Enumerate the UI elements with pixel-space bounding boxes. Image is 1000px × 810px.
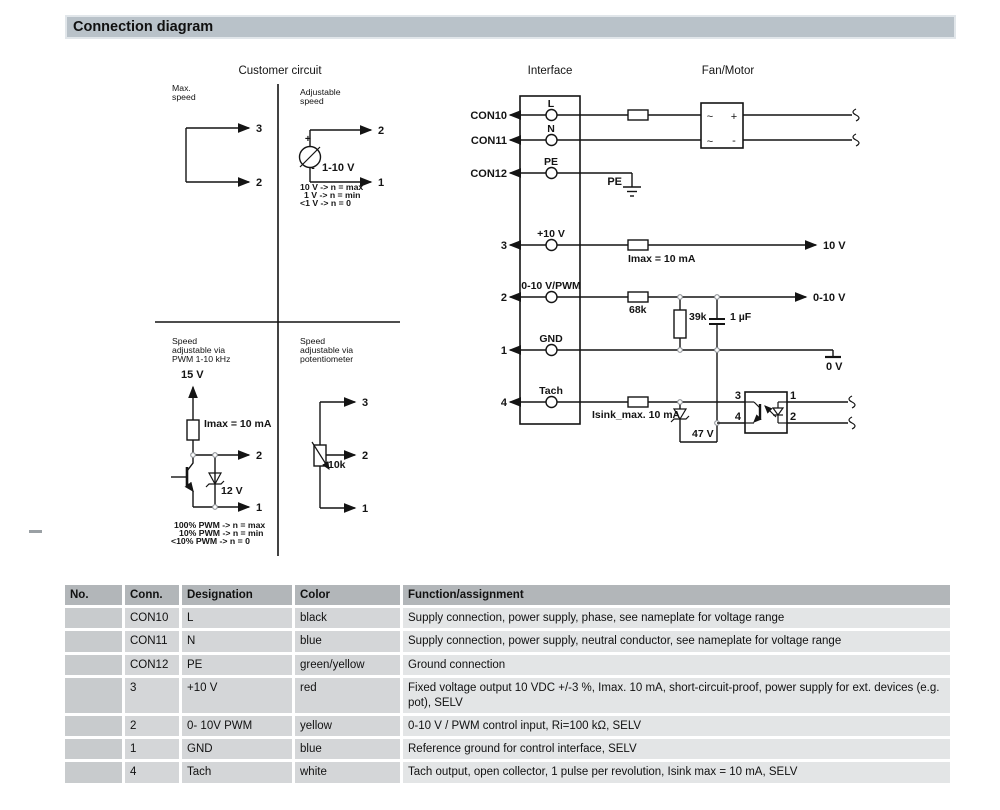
table-cell-designation: GND: [182, 739, 292, 759]
col-header-no: No.: [65, 585, 122, 605]
terminal-name: L: [547, 98, 555, 110]
junction-dot: [678, 348, 683, 353]
wire-end-squiggle: [849, 417, 855, 429]
table-cell-color: white: [295, 762, 400, 782]
table-cell-color: blue: [295, 739, 400, 759]
table-cell-conn: 2: [125, 716, 179, 736]
table-cell-conn: 3: [125, 678, 179, 713]
table-cell-designation: 0- 10V PWM: [182, 716, 292, 736]
plus-sign: +: [304, 133, 312, 145]
col-header-function: Function/assignment: [403, 585, 950, 605]
terminal-name: Tach: [539, 385, 563, 397]
junction-dot: [213, 453, 218, 458]
conn-label: CON11: [470, 135, 507, 147]
isink-label: Isink_max. 10 mA: [592, 409, 681, 421]
interface-title: Interface: [527, 65, 573, 77]
capacitor-label: 1 µF: [730, 311, 752, 323]
table-cell-function: Reference ground for control interface, SELV: [403, 739, 950, 759]
table-cell-conn: 1: [125, 739, 179, 759]
source-value-label: 1-10 V: [322, 162, 355, 174]
table-cell-no: [65, 655, 122, 675]
table-cell-no: [65, 678, 122, 713]
output-10v-label: 10 V: [823, 240, 846, 252]
pin-label: 1: [378, 177, 385, 189]
opto-pin-label: 1: [790, 390, 797, 402]
table-cell-color: green/yellow: [295, 655, 400, 675]
table-cell-conn: 4: [125, 762, 179, 782]
terminal-circle: [546, 397, 557, 408]
pwm-caption: Speed: [172, 336, 198, 346]
col-header-color: Color: [295, 585, 400, 605]
terminal-circle: [546, 240, 557, 251]
table-cell-color: blue: [295, 631, 400, 651]
imax-label: Imax = 10 mA: [204, 418, 272, 430]
customer-circuit-title: Customer circuit: [238, 65, 322, 77]
note-line: <1 V -> n = 0: [300, 198, 351, 208]
opto-pin-label: 3: [734, 390, 741, 402]
resistor-39k-label: 39k: [689, 311, 707, 323]
table-cell-conn: CON10: [125, 608, 179, 628]
note-line: 100% PWM -> n = max: [174, 520, 266, 530]
table-cell-function: Supply connection, power supply, neutral conductor, see nameplate for voltage range: [403, 631, 950, 651]
conn-label: 1: [500, 345, 507, 357]
table-cell-designation: +10 V: [182, 678, 292, 713]
output-0-10v-label: 0-10 V: [813, 292, 846, 304]
pin-label: 3: [256, 123, 263, 135]
note-line: <10% PWM -> n = 0: [171, 536, 250, 546]
table-cell-function: Ground connection: [403, 655, 950, 675]
conn-label: CON10: [470, 110, 507, 122]
max-speed-caption: speed: [172, 92, 196, 102]
table-cell-no: [65, 739, 122, 759]
wire-end-squiggle: [853, 134, 859, 146]
imax-label: Imax = 10 mA: [628, 253, 696, 265]
table-cell-color: yellow: [295, 716, 400, 736]
terminal-name: PE: [543, 156, 559, 168]
table-cell-no: [65, 608, 122, 628]
ac-symbol: ~: [706, 136, 714, 148]
table-cell-no: [65, 631, 122, 651]
col-header-conn: Conn.: [125, 585, 179, 605]
terminal-name: 0-10 V/PWM: [521, 280, 581, 292]
resistor-symbol: [628, 292, 648, 302]
resistor-symbol: [628, 240, 648, 250]
pwm-caption: adjustable via: [172, 345, 226, 355]
terminal-circle: [546, 292, 557, 303]
note-line: 10% PWM -> n = min: [179, 528, 264, 538]
junction-dot: [715, 348, 720, 353]
pin-label: 2: [378, 125, 385, 137]
terminal-circle: [546, 135, 557, 146]
conn-label: 3: [500, 240, 507, 252]
table-cell-designation: L: [182, 608, 292, 628]
adjustable-speed-circuit: [300, 87, 385, 208]
table-cell-color: red: [295, 678, 400, 713]
ac-symbol: ~: [706, 111, 714, 123]
resistor-symbol: [628, 397, 648, 407]
pe-label: PE: [607, 176, 622, 188]
minus-sign: -: [311, 162, 315, 174]
interface-circuit: [470, 65, 859, 442]
pin-label: 2: [256, 450, 263, 462]
plus-sign: +: [730, 111, 738, 123]
page-title: Connection diagram: [73, 19, 214, 35]
connection-table: [65, 585, 950, 783]
table-cell-function: Fixed voltage output 10 VDC +/-3 %, Imax. 10 mA, short-circuit-proof, power supply for ext. devices (e.g. pot), SELV: [403, 678, 950, 713]
table-cell-color: black: [295, 608, 400, 628]
note-line: 1 V -> n = min: [304, 190, 361, 200]
col-header-designation: Designation: [182, 585, 292, 605]
zero-volt-label: 0 V: [826, 361, 843, 373]
zener-voltage-label: 12 V: [221, 485, 243, 497]
resistor-39k-symbol: [674, 310, 686, 338]
pot-caption: Speed: [300, 336, 326, 346]
table-cell-no: [65, 716, 122, 736]
junction-dot: [715, 295, 720, 300]
table-cell-conn: CON12: [125, 655, 179, 675]
table-cell-no: [65, 762, 122, 782]
table-cell-function: Supply connection, power supply, phase, see nameplate for voltage range: [403, 608, 950, 628]
wire-end-squiggle: [853, 109, 859, 121]
pin-label: 1: [362, 503, 369, 515]
opto-led-symbol: [773, 408, 783, 415]
minus-sign: -: [732, 135, 736, 147]
terminal-circle: [546, 110, 557, 121]
table-cell-function: 0-10 V / PWM control input, Ri=100 kΩ, SELV: [403, 716, 950, 736]
potentiometer-circuit: [300, 336, 368, 515]
table-cell-designation: Tach: [182, 762, 292, 782]
conn-label: 2: [500, 292, 507, 304]
terminal-circle: [546, 168, 557, 179]
pot-caption: adjustable via: [300, 345, 354, 355]
table-cell-designation: N: [182, 631, 292, 651]
junction-dot: [678, 295, 683, 300]
customer-circuit: [155, 65, 400, 556]
terminal-name: N: [547, 123, 555, 135]
pwm-caption: PWM 1-10 kHz: [172, 354, 231, 364]
adjustable-speed-caption: Adjustable: [300, 87, 341, 97]
note-line: 10 V -> n = max: [300, 182, 364, 192]
pin-label: 2: [256, 177, 263, 189]
pot-caption: potentiometer: [300, 354, 354, 364]
resistor-symbol: [187, 420, 199, 440]
zener-47v-label: 47 V: [692, 428, 714, 440]
pwm-circuit: [171, 336, 272, 546]
table-cell-designation: PE: [182, 655, 292, 675]
opto-pin-label: 2: [790, 411, 797, 423]
optocoupler-box: [745, 392, 787, 433]
pin-label: 1: [256, 502, 263, 514]
resistor-68k-label: 68k: [629, 304, 647, 316]
fan-motor-title: Fan/Motor: [701, 65, 755, 77]
terminal-name: +10 V: [537, 228, 565, 240]
fuse-symbol: [628, 110, 648, 120]
table-cell-conn: CON11: [125, 631, 179, 651]
terminal-name: GND: [539, 333, 563, 345]
table-cell-function: Tach output, open collector, 1 pulse per revolution, Isink max = 10 mA, SELV: [403, 762, 950, 782]
adjustable-speed-caption: speed: [300, 96, 324, 106]
max-speed-caption: Max.: [172, 83, 191, 93]
max-speed-circuit: [172, 83, 262, 189]
junction-dot: [191, 453, 196, 458]
opto-pin-label: 4: [734, 411, 741, 423]
junction-dot: [678, 400, 683, 405]
junction-dot: [213, 505, 218, 510]
supply-voltage-label: 15 V: [181, 369, 204, 381]
pin-label: 2: [362, 450, 369, 462]
wire-end-squiggle: [849, 396, 855, 408]
conn-label: CON12: [470, 168, 507, 180]
pot-value-label: 10k: [328, 459, 346, 471]
conn-label: 4: [500, 397, 507, 409]
terminal-circle: [546, 345, 557, 356]
pin-label: 3: [362, 397, 369, 409]
